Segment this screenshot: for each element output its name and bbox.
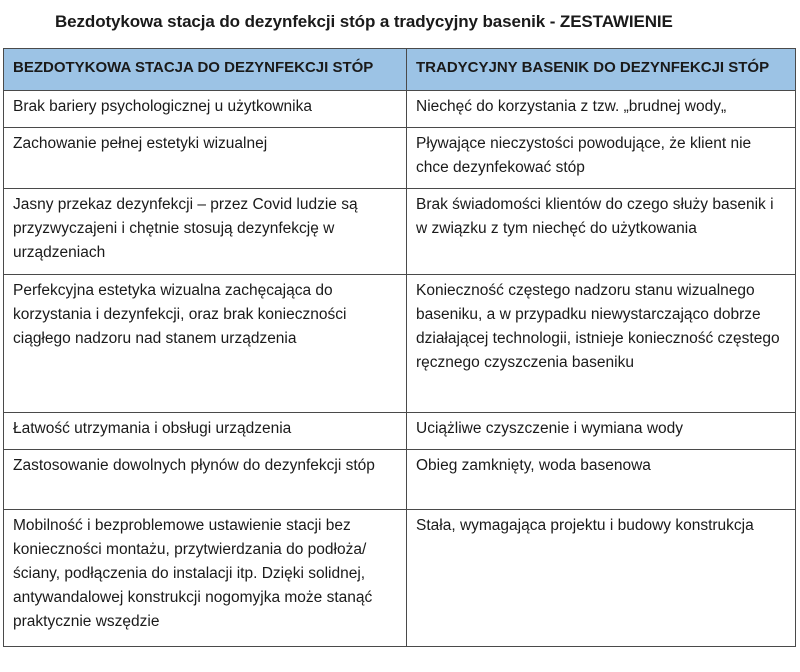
table-row xyxy=(4,413,796,450)
table-row xyxy=(4,91,796,128)
cell-basin: Obieg zamknięty, woda basenowa xyxy=(407,450,796,510)
cell-station: Mobilność i bezproblemowe ustawienie stacji bez konieczności montażu, przytwierdzania do podłoża/ściany, podłączenia do instalacji itp. Dzięki solidnej, antywandalowej konstrukcji nogomyjka może stanąć praktycznie wszędzie xyxy=(4,510,407,647)
cell-basin: Brak świadomości klientów do czego służy basenik i w związku z tym niechęć do użytkowania xyxy=(407,189,796,275)
cell-basin: Pływające nieczystości powodujące, że klient nie chce dezynfekować stóp xyxy=(407,128,796,189)
header-traditional-basin: TRADYCYJNY BASENIK DO DEZYNFEKCJI STÓP xyxy=(407,49,796,91)
cell-station: Perfekcyjna estetyka wizualna zachęcająca do korzystania i dezynfekcji, oraz brak konieczności ciągłego nadzoru nad stanem urządzenia xyxy=(4,275,407,413)
table-header-row xyxy=(4,49,796,91)
table-row xyxy=(4,510,796,647)
cell-station: Zachowanie pełnej estetyki wizualnej xyxy=(4,128,407,189)
comparison-table xyxy=(3,48,796,647)
cell-station: Jasny przekaz dezynfekcji – przez Covid ludzie są przyzwyczajeni i chętnie stosują dezynfekcję w urządzeniach xyxy=(4,189,407,275)
table-row xyxy=(4,275,796,413)
header-touchless-station: BEZDOTYKOWA STACJA DO DEZYNFEKCJI STÓP xyxy=(4,49,407,91)
document-title: Bezdotykowa stacja do dezynfekcji stóp a tradycyjny basenik - ZESTAWIENIE xyxy=(55,12,673,31)
cell-basin: Niechęć do korzystania z tzw. „brudnej wody„ xyxy=(407,91,796,128)
cell-basin: Konieczność częstego nadzoru stanu wizualnego baseniku, a w przypadku niewystarczająco dobrze działającej technologii, istnieje konieczność częstego ręcznego czyszczenia baseniku xyxy=(407,275,796,413)
table-row xyxy=(4,189,796,275)
table-row xyxy=(4,128,796,189)
cell-station: Brak bariery psychologicznej u użytkownika xyxy=(4,91,407,128)
cell-basin: Uciążliwe czyszczenie i wymiana wody xyxy=(407,413,796,450)
cell-station: Łatwość utrzymania i obsługi urządzenia xyxy=(4,413,407,450)
table-row xyxy=(4,450,796,510)
cell-basin: Stała, wymagająca projektu i budowy konstrukcja xyxy=(407,510,796,647)
cell-station: Zastosowanie dowolnych płynów do dezynfekcji stóp xyxy=(4,450,407,510)
